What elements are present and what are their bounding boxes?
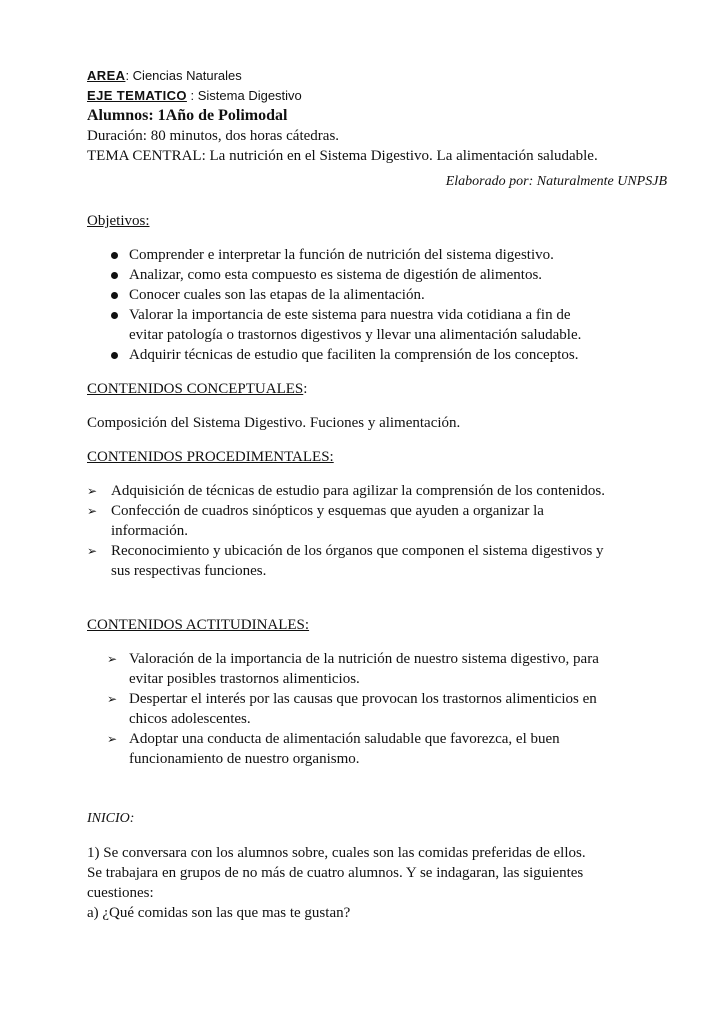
arrow-bullet-icon: ➢ xyxy=(107,692,118,706)
inicio-line: cuestiones: xyxy=(87,885,154,901)
area-line xyxy=(87,66,667,86)
inicio-body xyxy=(87,843,667,923)
list-item: ➢ Adquisición de técnicas de estudio para agilizar la comprensión de los contenidos. xyxy=(87,483,606,499)
procedimentales-title: CONTENIDOS PROCEDIMENTALES: xyxy=(87,449,334,465)
objetivos-title: Objetivos: xyxy=(87,213,150,229)
list-item: ➢ Reconocimiento y ubicación de los órganos que componen el sistema digestivos y sus respectivas funciones. xyxy=(87,543,604,579)
inicio-line: 1) Se conversara con los alumnos sobre, cuales son las comidas preferidas de ellos. xyxy=(87,845,586,861)
eje-line xyxy=(87,86,667,106)
list-item: Analizar, como esta compuesto es sistema de digestión de alimentos. xyxy=(87,265,667,285)
area-label: AREA xyxy=(87,68,126,83)
procedimentales-list xyxy=(87,481,667,581)
eje-value: : Sistema Digestivo xyxy=(186,88,302,103)
arrow-bullet-icon: ➢ xyxy=(107,652,118,666)
inicio-line: Se trabajara en grupos de no más de cuatro alumnos. Y se indagaran, las siguientes xyxy=(87,865,584,881)
eje-label: EJE TEMATICO xyxy=(87,88,187,103)
actitudinales-list xyxy=(87,649,667,769)
list-item: Adquirir técnicas de estudio que faciliten la comprensión de los conceptos. xyxy=(87,345,667,365)
arrow-bullet-icon: ➢ xyxy=(87,544,98,558)
list-item: ➢ Confección de cuadros sinópticos y esquemas que ayuden a organizar la información. xyxy=(87,503,544,539)
arrow-bullet-icon: ➢ xyxy=(107,732,118,746)
list-item: Comprender e interpretar la función de nutrición del sistema digestivo. xyxy=(87,245,667,265)
bullet-icon xyxy=(111,352,118,359)
list-item: ➢ Adoptar una conducta de alimentación saludable que favorezca, el buen funcionamiento de nuestro organismo. xyxy=(107,731,560,767)
list-item: ➢ Valoración de la importancia de la nutrición de nuestro sistema digestivo, para evitar posibles trastornos alimenticios. xyxy=(107,651,599,687)
list-item: Valorar la importancia de este sistema para nuestra vida cotidiana a fin de evitar patología o trastornos digestivos y llevar una alimentación saludable. xyxy=(87,305,667,345)
conceptuales-title: CONTENIDOS CONCEPTUALES: xyxy=(87,381,308,397)
bullet-icon xyxy=(111,272,118,279)
bullet-icon xyxy=(111,252,118,259)
arrow-bullet-icon: ➢ xyxy=(87,484,98,498)
bullet-icon xyxy=(111,292,118,299)
inicio-title: INICIO: xyxy=(87,811,135,826)
elaborado-line: Elaborado por: Naturalmente UNPSJB xyxy=(445,174,667,189)
arrow-bullet-icon: ➢ xyxy=(87,504,98,518)
duracion-line: Duración: 80 minutos, dos horas cátedras. xyxy=(87,128,340,144)
bullet-icon xyxy=(111,312,118,319)
actitudinales-title: CONTENIDOS ACTITUDINALES: xyxy=(87,617,310,633)
list-item: Conocer cuales son las etapas de la alimentación. xyxy=(87,285,667,305)
list-item: ➢ Despertar el interés por las causas que provocan los trastornos alimenticios en chicos adolescentes. xyxy=(107,691,597,727)
inicio-line: a) ¿Qué comidas son las que mas te gustan? xyxy=(87,905,351,921)
area-value: : Ciencias Naturales xyxy=(125,68,242,83)
alumnos-line: Alumnos: 1Año de Polimodal xyxy=(87,107,288,124)
document-page xyxy=(87,66,667,923)
conceptuales-text: Composición del Sistema Digestivo. Fuciones y alimentación. xyxy=(87,415,461,431)
objetivos-list xyxy=(87,245,667,365)
tema-central-line: TEMA CENTRAL: La nutrición en el Sistema Digestivo. La alimentación saludable. xyxy=(87,148,598,164)
